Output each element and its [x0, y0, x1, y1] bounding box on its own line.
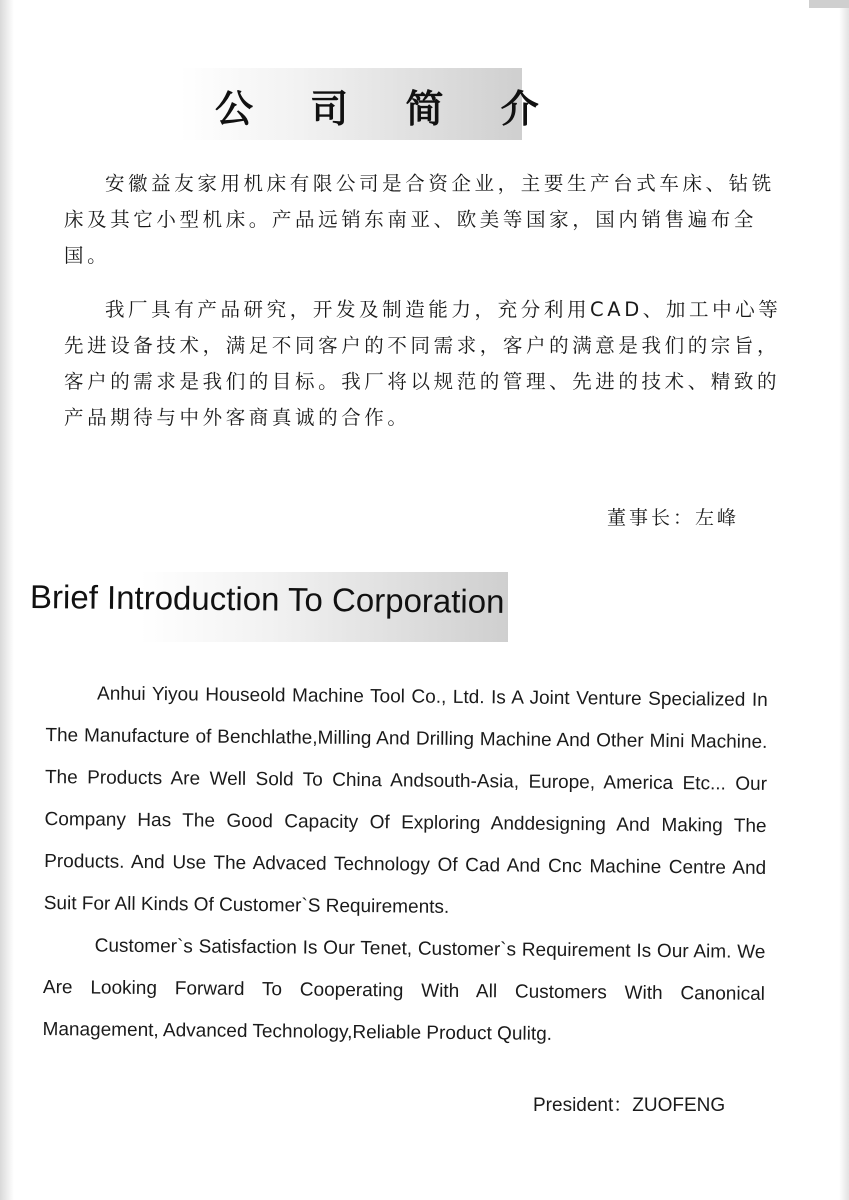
english-paragraph-1: Anhui Yiyou Houseold Machine Tool Co., Ltd. Is A Joint Venture Specialized In The Manufacture of Benchlathe,Milling And Drilling Machine And Other Mini Machine. The Products Are Well Sold To China Andsouth-Asia, Europe, America Etc... Our Company Has The Good Capacity Of Exploring Anddesigning And Making The Products. And Use The Advaced Technology Of Cad And Cnc Machine Centre And Suit For All Kinds Of Customer`S Requirements.: [43, 683, 768, 918]
scan-right-edge: [839, 0, 849, 1200]
scan-left-edge: [0, 0, 14, 1200]
scan-top-strip: [809, 0, 849, 8]
chinese-paragraph-1: 安徽益友家用机床有限公司是合资企业，主要生产台式车床、钻铣床及其它小型机床。产品远销东南亚、欧美等国家，国内销售遍布全国。: [64, 172, 775, 267]
chinese-title: 公 司 简 介: [215, 87, 561, 131]
chinese-signature: 董事长：左峰: [607, 507, 740, 529]
chinese-paragraph-2: 我厂具有产品研究，开发及制造能力，充分利用CAD、加工中心等先进设备技术，满足不同客户的不同需求，客户的满意是我们的宗旨，客户的需求是我们的目标。我厂将以规范的管理、先进的技术、精致的产品期待与中外客商真诚的合作。: [64, 298, 782, 429]
chinese-body: [64, 166, 786, 454]
english-signature: President：ZUOFENG: [533, 1095, 726, 1116]
english-body: [42, 673, 768, 1058]
english-title: Brief Introduction To Corporation: [29, 578, 505, 620]
english-paragraph-2: Customer`s Satisfaction Is Our Tenet, Customer`s Requirement Is Our Aim. We Are Looking Forward To Cooperating With All Customers With Canonical Management, Advanced Technology,Reliable Product Qulitg.: [42, 935, 766, 1045]
